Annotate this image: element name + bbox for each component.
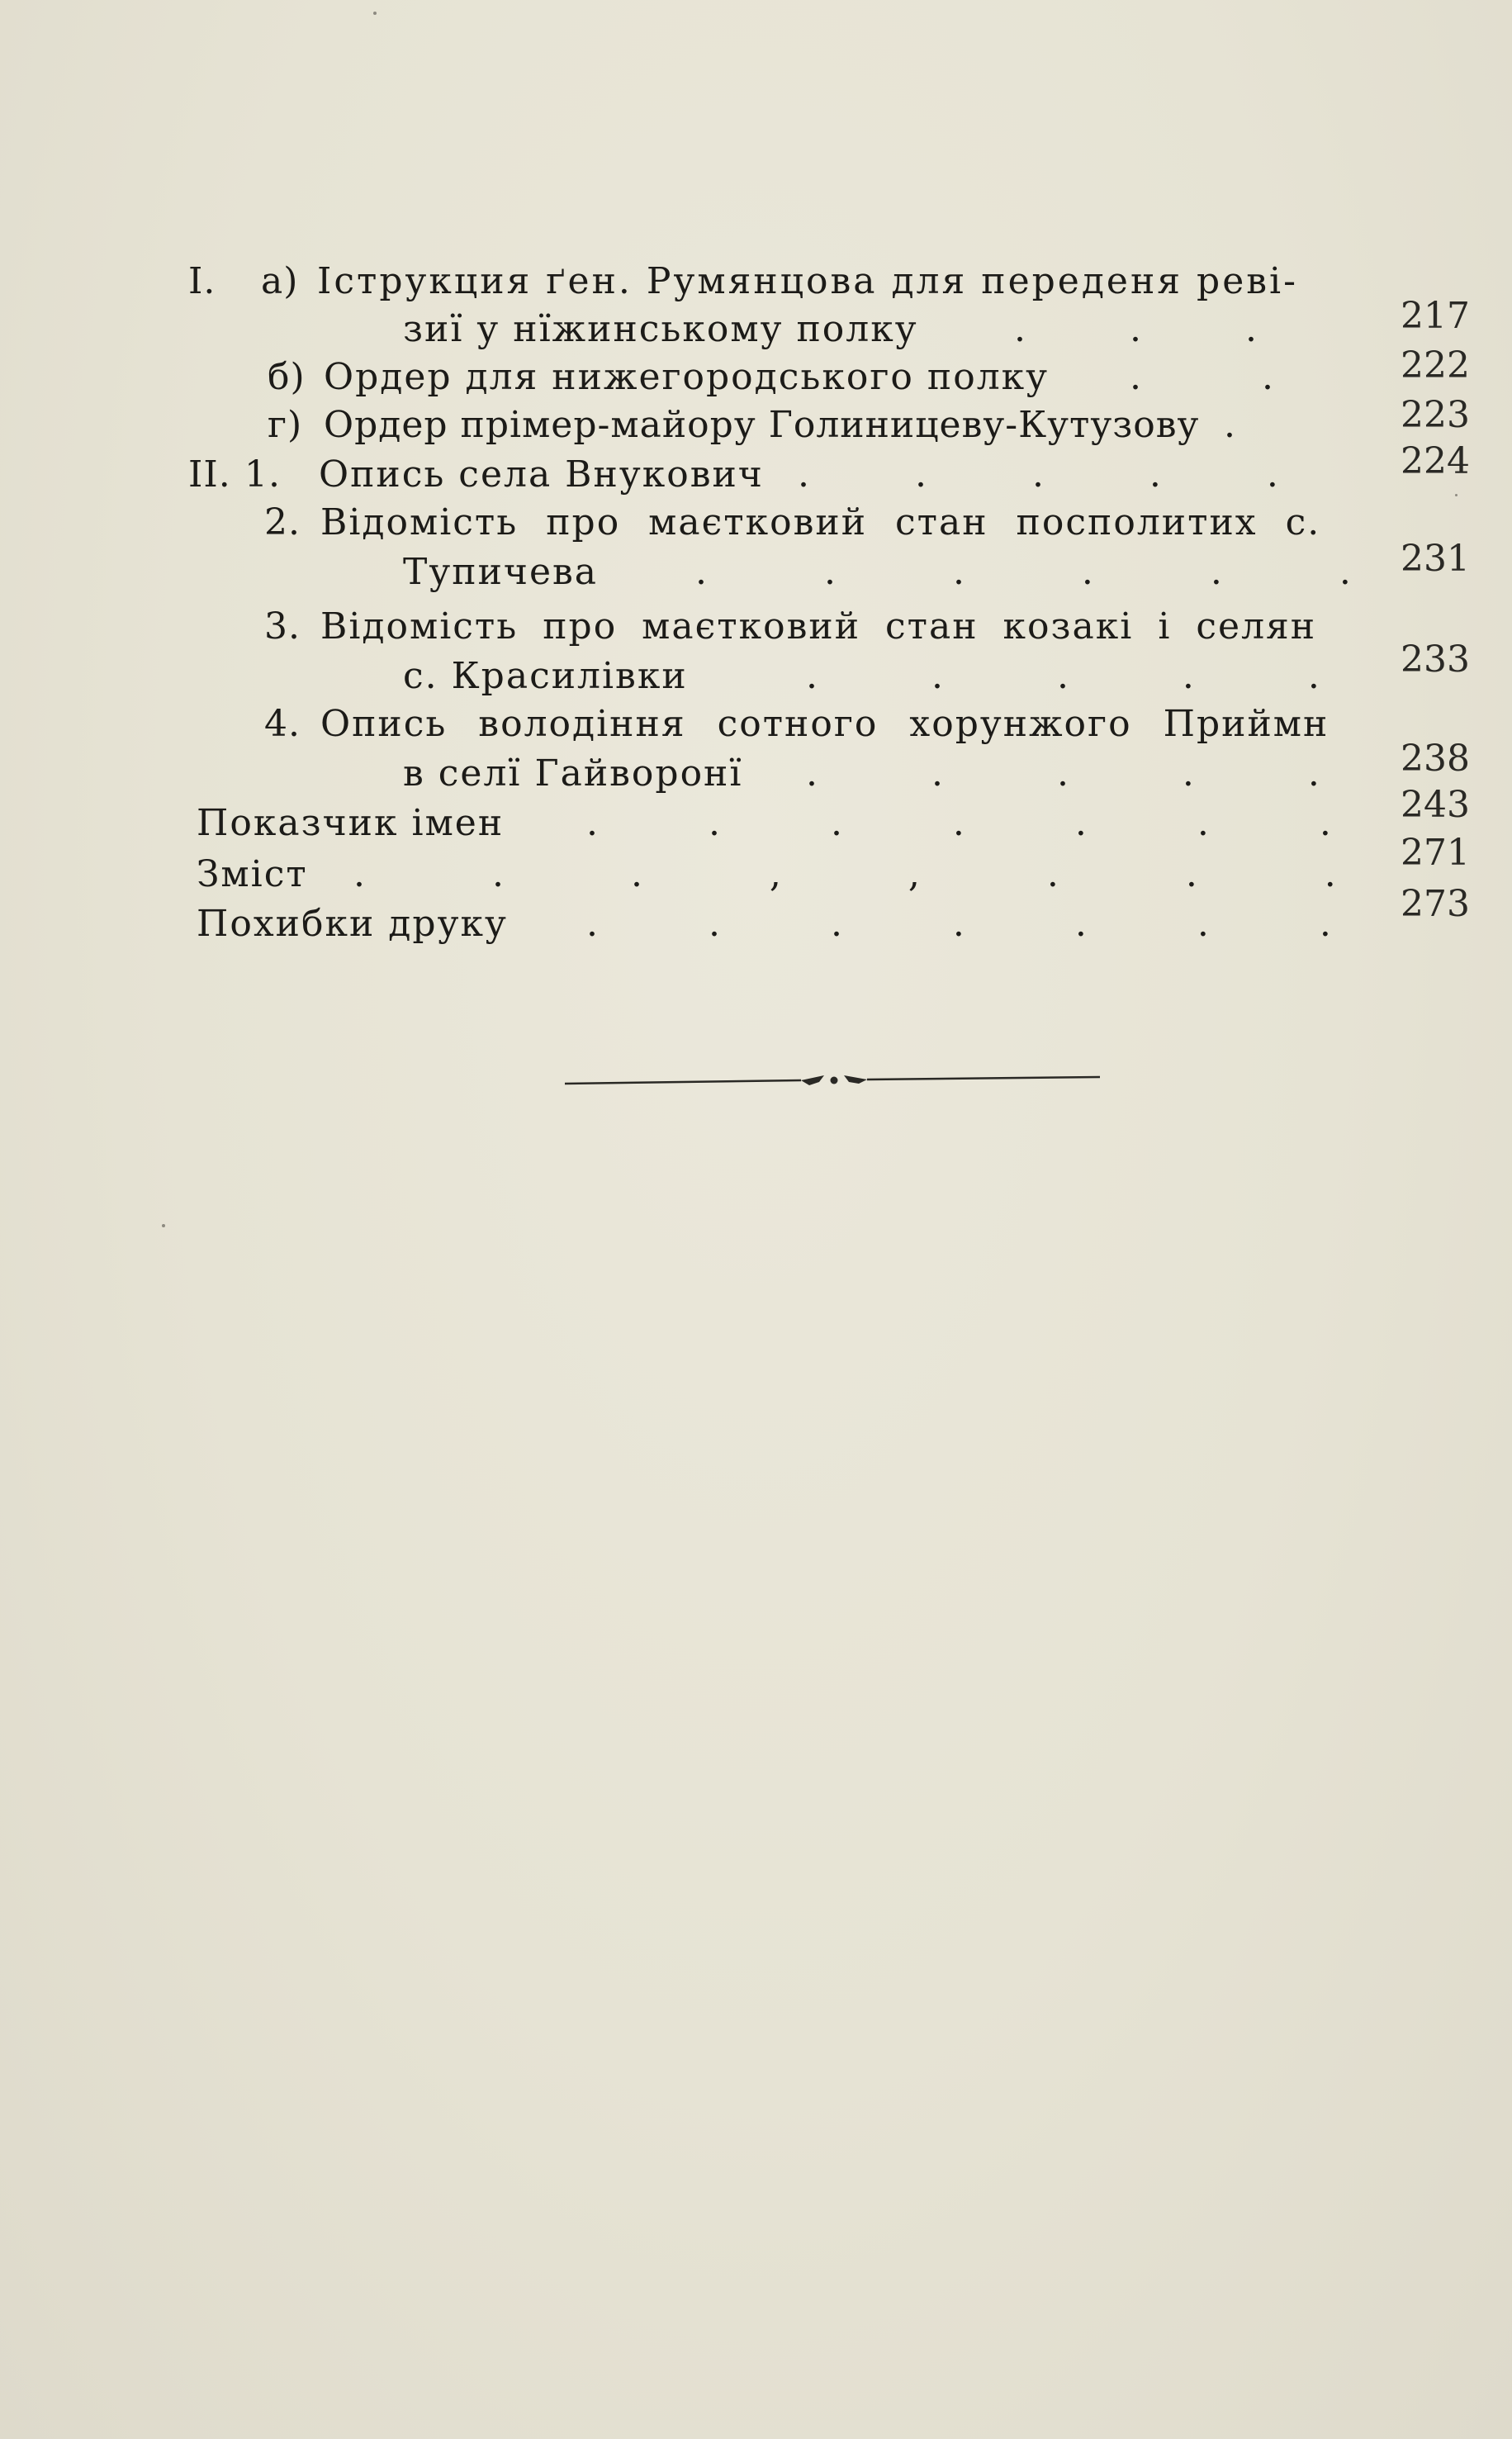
- toc-entry-text: в селї Гайворонї: [403, 752, 743, 795]
- toc-leader-dots: .: [1224, 404, 1235, 446]
- paper-speck: [1455, 494, 1457, 496]
- toc-leader-dots: . . . . .: [798, 453, 1325, 496]
- divider-center-dot: [831, 1077, 838, 1084]
- toc-entry-text: Тупичева: [403, 551, 599, 593]
- toc-entry-text: Опись володіння сотного хорунжого Приймн: [320, 703, 1330, 745]
- divider-right-flourish: [844, 1075, 867, 1084]
- toc-entry-text: Ордер для нижегородського полку: [324, 356, 1050, 398]
- toc-leader-dots: . . . , , . . .: [353, 853, 1394, 895]
- toc-entry-text: Похибки друку: [197, 903, 508, 945]
- toc-page-number: 243: [1401, 784, 1470, 826]
- toc-page-number: 224: [1401, 440, 1470, 482]
- toc-leader-dots: . . .: [1014, 308, 1303, 350]
- toc-sub-marker: 2.: [264, 501, 301, 543]
- ornamental-divider: [562, 1065, 1107, 1098]
- table-of-contents: [0, 0, 1512, 991]
- toc-section-marker: I.: [188, 260, 216, 302]
- toc-sub-marker: б): [268, 356, 306, 398]
- toc-entry-text: Зміст: [197, 853, 308, 895]
- toc-leader-dots: . .: [1130, 356, 1328, 398]
- toc-entry-text: зиї у нїжинському полку: [403, 308, 918, 350]
- toc-page-number: 231: [1401, 538, 1470, 580]
- toc-sub-marker: а): [261, 260, 299, 302]
- toc-sub-marker: 1.: [244, 453, 281, 496]
- toc-entry-text: с. Красилівки: [403, 655, 688, 697]
- toc-entry-text: Показчик імен: [197, 802, 505, 844]
- toc-entry-text: Відомість про маєтковий стан козакі і селян: [320, 605, 1317, 648]
- toc-entry-text: Опись села Внукович: [319, 453, 764, 496]
- toc-section-marker: II.: [188, 453, 231, 496]
- paper-speck: [162, 1224, 165, 1227]
- toc-page-number: 273: [1401, 883, 1470, 925]
- toc-leader-dots: . . . . .: [806, 752, 1371, 795]
- toc-leader-dots: . . . . . . .: [586, 903, 1381, 945]
- divider-right-rule: [867, 1077, 1100, 1080]
- toc-leader-dots: . . . . .: [806, 655, 1371, 697]
- toc-page-number: 238: [1401, 738, 1470, 780]
- toc-page-number: 233: [1401, 638, 1470, 681]
- toc-leader-dots: . . . . . . .: [586, 802, 1381, 844]
- toc-sub-marker: 4.: [264, 703, 301, 745]
- toc-sub-marker: 3.: [264, 605, 301, 648]
- toc-page-number: 217: [1401, 295, 1470, 337]
- toc-entry-text: Іструкция ґен. Румянцова для переденя реві-: [317, 260, 1298, 302]
- toc-sub-marker: г): [268, 404, 303, 446]
- toc-page-number: 223: [1401, 394, 1470, 436]
- paper-speck: [373, 12, 377, 15]
- toc-page-number: 271: [1401, 832, 1470, 874]
- toc-page-number: 222: [1401, 344, 1470, 387]
- toc-entry-text: Ордер прімер-майору Голиницеву-Кутузову: [324, 404, 1200, 446]
- divider-left-flourish: [801, 1075, 824, 1085]
- toc-entry-text: Відомість про маєтковий стан посполитих с.: [320, 501, 1321, 543]
- toc-leader-dots: . . . . . .: [695, 551, 1404, 593]
- divider-left-rule: [565, 1080, 801, 1084]
